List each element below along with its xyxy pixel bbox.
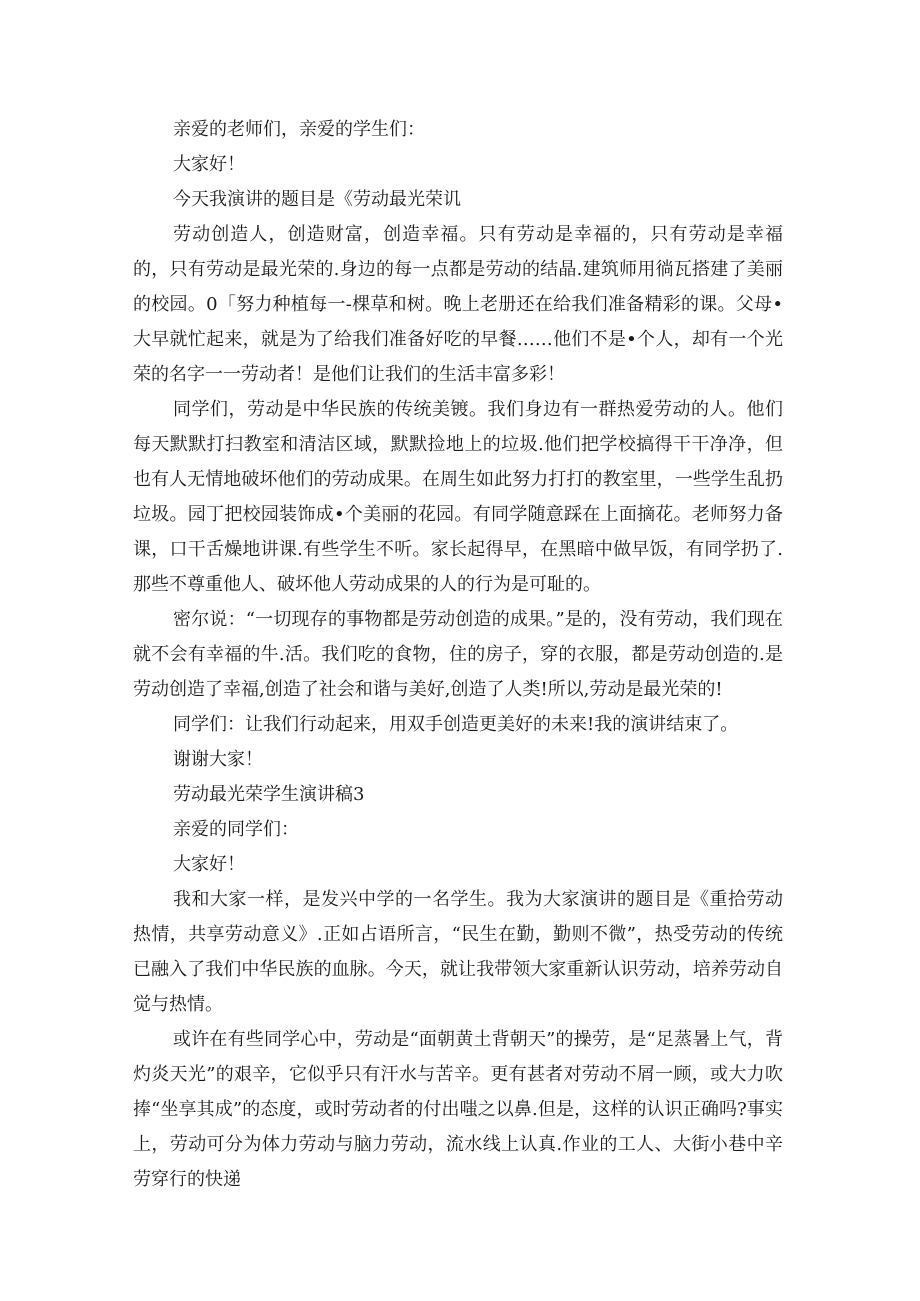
section-title-speech-3: 劳动最光荣学生演讲稿3 bbox=[173, 784, 365, 805]
body-paragraph-mill-quote: 密尔说：“一切现存的事物都是劳动创造的成果。”是的，没有劳动，我们现在就不会有幸福的牛.活。我们吃的食物，住的房子，穿的衣服，都是劳动创造的.是劳动创造了幸福,创造了社会和谐与美好,创造了人类!所以,劳动是最光荣的! bbox=[133, 609, 783, 700]
salutation-classmates: 亲爱的同学们： bbox=[173, 819, 299, 840]
body-paragraph-tradition: 同学们，劳动是中华民族的传统美镀。我们身边有一群热爱劳动的人。他们每天默默打扫教室和清洁区域，默默捡地上的垃圾.他们把学校搞得干干净净，但也有人无情地破坏他们的劳动成果。在周生如此努力打打的教室里，一些学生乱扔垃圾。园丁把校园装饰成•个美丽的花园。有同学随意踩在上面摘花。老师努力备课，口干舌燥地讲课.有些学生不听。家长起得早，在黑暗中做早饭，有同学扔了.那些不尊重他人、破坏他人劳动成果的人的行为是可耻的。 bbox=[133, 399, 783, 595]
body-paragraph-intro-3: 我和大家一样，是发兴中学的一名学生。我为大家演讲的题目是《重拾劳动热情，共享劳动意义》.正如占语所言，“民生在勤，勤则不微”，热受劳动的传统已融入了我们中华民族的血脉。今天，就让我带领大家重新认识劳动，培养劳动自觉与热情。 bbox=[133, 889, 783, 1015]
body-paragraph-call-to-action: 同学们：让我们行动起来，用双手创造更美好的未来!我的演讲结束了。 bbox=[173, 714, 739, 735]
closing-thanks: 谢谢大家！ bbox=[173, 749, 263, 770]
salutation-teachers-students: 亲爱的老师们，亲爱的学生们： bbox=[173, 119, 425, 140]
document-body bbox=[133, 112, 783, 1197]
speech-topic: 今天我演讲的题目是《劳动最光荣讥 bbox=[173, 189, 461, 210]
body-paragraph-labor-creates: 劳动创造人，创造财富，创造幸福。只有劳动是幸福的，只有劳动是幸福的，只有劳动是最光荣的.身边的每一点都是劳动的结晶.建筑师用徜瓦搭建了美丽的校园。0「努力种植每一-棵草和树。晚上老册还在给我们准备精彩的课。父母•大早就忙起来，就是为了给我们准备好吃的早餐……他们不是•个人，却有一个光荣的名字一一劳动者！是他们让我们的生活丰富多彩！ bbox=[133, 224, 783, 385]
greeting: 大家好！ bbox=[173, 154, 245, 175]
greeting-2: 大家好！ bbox=[173, 854, 245, 875]
body-paragraph-misconception: 或许在有些同学心中，劳动是“面朝黄土背朝天”的操劳，是“足蒸暑上气，背灼炎天光”的艰辛，它似乎只有汗水与苦辛。更有甚者对劳动不屑一顾，或大力吹捧“坐享其成”的态度，或时劳动者的付出嗤之以鼻.但是，这样的认识正确吗?事实上，劳动可分为体力劳动与脑力劳动，流水线上认真.作业的工人、大街小巷中辛劳穿行的快递 bbox=[133, 1029, 783, 1190]
